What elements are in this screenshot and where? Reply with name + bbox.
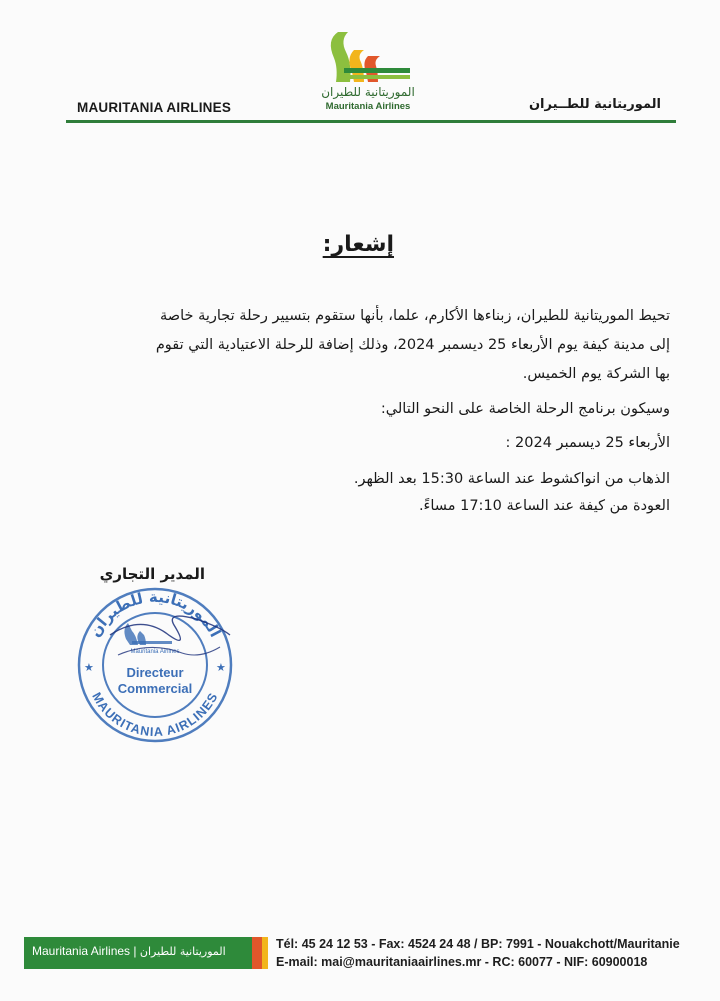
footer-band-stripe [252, 937, 264, 969]
svg-text:★: ★ [216, 661, 226, 674]
footer-contact-email: E-mail: mai@mauritaniaairlines.mr - RC: 60077 - NIF: 60900018 [276, 955, 648, 969]
footer-band-arabic: الموريتانية للطيران [139, 945, 226, 958]
notice-title: إشعار: [322, 232, 394, 257]
return-time: العودة من كيفة عند الساعة 17:10 مساءً. [418, 498, 670, 514]
footer-band-separator: | [133, 944, 137, 958]
flight-date: الأربعاء 25 ديسمبر 2024 : [505, 435, 670, 451]
footer-band-text [32, 944, 226, 958]
stamp-top-text: الموريتانية للطيران [85, 587, 225, 641]
signature-title: المدير التجاري [99, 565, 205, 583]
header-divider [66, 120, 676, 123]
stamp-center-line-1: Directeur [126, 665, 184, 680]
footer-brand-band [24, 937, 268, 969]
logo-english-text: Mauritania Airlines [325, 101, 411, 112]
stamp-bottom-text: MAURITANIA AIRLINES [89, 690, 221, 740]
notice-paragraph-line-1: تحيط الموريتانية للطيران، زبناءها الأكارم، علما، بأنها ستقوم بتسيير رحلة تجارية خاصة [160, 308, 670, 324]
program-intro: وسيكون برنامج الرحلة الخاصة على النحو التالي: [380, 401, 670, 417]
stamp-logo-text: Mauritania Airlines [130, 649, 180, 655]
svg-text:★: ★ [84, 661, 94, 674]
departure-time: الذهاب من انواكشوط عند الساعة 15:30 بعد الظهر. [353, 471, 670, 487]
svg-text:MAURITANIA AIRLINES [89, 690, 221, 739]
header-company-name-english: MAURITANIA AIRLINES [77, 100, 232, 115]
logo-arabic-text: الموريتانية للطيران [321, 85, 415, 99]
logo-mark-icon [324, 28, 412, 86]
footer-band-english: Mauritania Airlines [32, 944, 131, 958]
footer-contact-phone: Tél: 45 24 12 53 - Fax: 4524 24 48 / BP: 7991 - Nouakchott/Mauritanie [276, 937, 680, 951]
stamp-center-line-2: Commercial [117, 681, 193, 696]
official-stamp [70, 585, 240, 745]
notice-paragraph-line-3: بها الشركة يوم الخميس. [522, 366, 670, 382]
notice-paragraph-line-2: إلى مدينة كيفة يوم الأربعاء 25 ديسمبر 2024، وذلك إضافة للرحلة الاعتيادية التي تقوم [155, 337, 670, 353]
header-company-name-arabic: الموريتانية للطــيران [528, 97, 661, 112]
company-logo [318, 28, 418, 116]
